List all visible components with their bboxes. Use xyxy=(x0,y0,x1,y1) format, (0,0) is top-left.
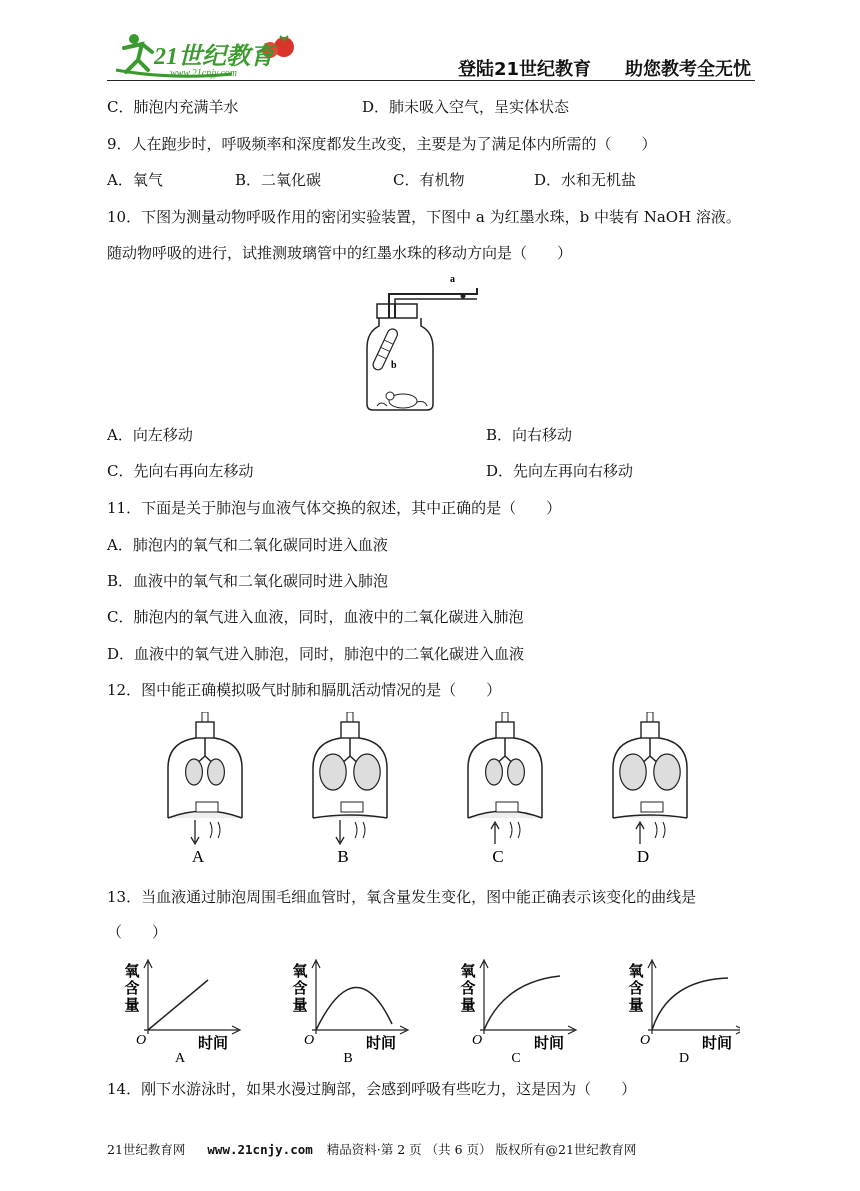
y-axis-label: 氧 xyxy=(124,964,140,980)
x-axis-label: 时间 xyxy=(366,1036,397,1052)
bell-jar-label: B xyxy=(337,847,349,866)
y-axis-label: 含 xyxy=(292,981,308,997)
header-slogan-right: 助您教考全无忧 xyxy=(625,59,751,80)
origin-label: O xyxy=(472,1033,483,1048)
q12-bell-jar-figures xyxy=(160,712,700,871)
q9-option-a: A．氧气 xyxy=(107,171,163,189)
curve-line xyxy=(652,978,728,1030)
footer-site: 21世纪教育网 xyxy=(107,1142,186,1157)
bell-jar-label: A xyxy=(191,847,205,866)
oxygen-curve-C xyxy=(460,960,576,1066)
x-axis-label: 时间 xyxy=(198,1036,229,1052)
bell-jar-C xyxy=(468,712,542,866)
bell-jar-label: C xyxy=(492,847,504,866)
y-axis-label: 含 xyxy=(460,981,476,997)
y-axis-label: 量 xyxy=(460,998,476,1014)
q11-option-c: C．肺泡内的氧气进入血液，同时，血液中的二氧化碳进入肺泡 xyxy=(107,608,524,626)
site-logo[interactable] xyxy=(112,30,307,80)
q11-option-b: B．血液中的氧气和二氧化碳同时进入肺泡 xyxy=(107,572,389,590)
q10-option-d: D．先向左再向右移动 xyxy=(486,462,634,480)
q14-stem: 14．刚下水游泳时，如果水漫过胸部，会感到呼吸有些吃力，这是因为（ ） xyxy=(107,1080,637,1098)
q12-stem: 12．图中能正确模拟吸气时肺和膈肌活动情况的是（ ） xyxy=(107,681,502,699)
q10-option-b: B．向右移动 xyxy=(486,426,573,444)
footer-url[interactable]: www.21cnjy.com xyxy=(207,1142,313,1157)
q8-option-c: C．肺泡内充满羊水 xyxy=(107,98,239,116)
q10-option-c: C．先向右再向左移动 xyxy=(107,462,254,480)
y-axis-label: 量 xyxy=(292,998,308,1014)
y-axis-label: 量 xyxy=(124,998,140,1014)
bell-jar-D xyxy=(613,712,687,866)
origin-label: O xyxy=(304,1033,315,1048)
page-footer xyxy=(107,1140,636,1158)
q10-stem-line1: 10．下图为测量动物呼吸作用的密闭实验装置，下图中 a 为红墨水珠，b 中装有 NaOH 溶液。 xyxy=(107,208,741,226)
logo-url: www.21cnjy.com xyxy=(170,68,238,79)
logo-text: 21世纪教育 xyxy=(154,44,274,70)
curve-line xyxy=(316,987,392,1030)
q9-stem: 9．人在跑步时，呼吸频率和深度都发生改变，主要是为了满足体内所需的（ ） xyxy=(107,135,657,153)
origin-label: O xyxy=(640,1033,651,1048)
oxygen-curve-D xyxy=(628,960,740,1066)
q9-option-d: D．水和无机盐 xyxy=(534,171,637,189)
y-axis-label: 含 xyxy=(628,981,644,997)
q11-option-d: D．血液中的氧气进入肺泡，同时，肺泡中的二氧化碳进入血液 xyxy=(107,645,525,663)
header-divider xyxy=(107,80,755,81)
label-a: a xyxy=(450,274,455,285)
q9-option-b: B．二氧化碳 xyxy=(235,171,322,189)
y-axis-label: 量 xyxy=(628,998,644,1014)
label-b: b xyxy=(391,360,397,371)
curve-line xyxy=(148,980,208,1030)
y-axis-label: 含 xyxy=(124,981,140,997)
q11-option-a: A．肺泡内的氧气和二氧化碳同时进入血液 xyxy=(107,536,388,554)
curve-option-label: A xyxy=(174,1051,186,1066)
q13-stem-line1: 13．当血液通过肺泡周围毛细血管时，氧含量发生变化，图中能正确表示该变化的曲线是 xyxy=(107,888,697,906)
oxygen-curve-B xyxy=(292,960,408,1066)
bell-jar-label: D xyxy=(636,847,650,866)
curve-option-label: C xyxy=(511,1051,521,1066)
curve-option-label: D xyxy=(678,1051,690,1066)
curve-line xyxy=(484,976,560,1030)
footer-page-info: 精品资料·第 2 页 （共 6 页） 版权所有@21世纪教育网 xyxy=(326,1142,637,1157)
q10-stem-line2: 随动物呼吸的进行，试推测玻璃管中的红墨水珠的移动方向是（ ） xyxy=(107,244,573,262)
q10-option-a: A．向左移动 xyxy=(107,426,193,444)
y-axis-label: 氧 xyxy=(628,964,644,980)
oxygen-curve-A xyxy=(124,960,240,1066)
q8-option-d: D．肺未吸入空气，呈实体状态 xyxy=(362,98,570,116)
curve-option-label: B xyxy=(343,1051,353,1066)
header-slogan-left: 登陆21世纪教育 xyxy=(458,59,592,80)
y-axis-label: 氧 xyxy=(292,964,308,980)
bell-jar-B xyxy=(313,712,387,866)
bell-jar-A xyxy=(168,712,242,866)
q9-option-c: C．有机物 xyxy=(393,171,465,189)
q10-apparatus-figure xyxy=(365,270,495,416)
x-axis-label: 时间 xyxy=(534,1036,565,1052)
q13-curve-figures xyxy=(120,958,740,1072)
x-axis-label: 时间 xyxy=(702,1036,733,1052)
q11-stem: 11．下面是关于肺泡与血液气体交换的叙述，其中正确的是（ ） xyxy=(107,499,562,517)
y-axis-label: 氧 xyxy=(460,964,476,980)
q13-stem-line2: （ ） xyxy=(107,923,168,941)
origin-label: O xyxy=(136,1033,147,1048)
